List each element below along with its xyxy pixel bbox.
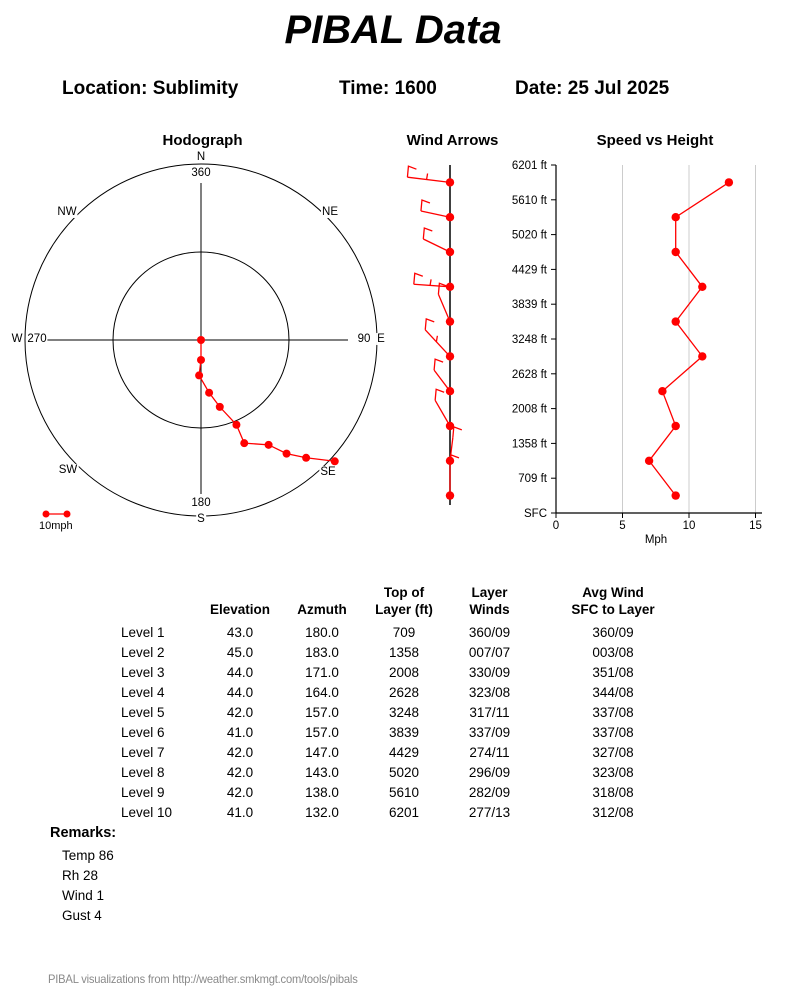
value-cell: 3839 — [388, 724, 420, 740]
y-tick-label: 2628 ft — [511, 368, 547, 381]
remark-item: Temp 86 — [62, 848, 114, 863]
value-cell: 007/07 — [468, 644, 511, 660]
y-tick-label: 2008 ft — [511, 403, 547, 416]
wind-barb-feather — [434, 359, 443, 370]
value-cell: 323/08 — [468, 684, 511, 700]
compass-label-w: W — [11, 332, 23, 345]
value-cell: 45.0 — [226, 644, 254, 660]
wind-barb-feather — [407, 166, 416, 177]
speed-point — [725, 178, 733, 186]
wind-level-point — [446, 352, 454, 360]
value-cell: 4429 — [388, 744, 420, 760]
x-tick-label: 10 — [682, 520, 696, 532]
compass-label-sw: SW — [58, 463, 78, 476]
remarks-list — [62, 846, 114, 926]
value-cell: 344/08 — [592, 684, 634, 700]
level-label-cell: Level 6 — [121, 724, 165, 740]
header-date: Date: 25 Jul 2025 — [515, 78, 670, 99]
wind-barb-shaft — [425, 330, 450, 357]
hodograph-point — [197, 356, 205, 364]
table-row — [121, 742, 691, 762]
speed-point — [672, 317, 680, 325]
wind-barb-feather — [438, 283, 447, 294]
header-location: Location: Sublimity — [62, 78, 239, 99]
header-row — [121, 584, 691, 601]
hodograph-point — [197, 336, 205, 344]
speed-point — [672, 248, 680, 256]
header-cell: Top of — [383, 585, 425, 600]
value-cell: 44.0 — [226, 664, 254, 680]
value-cell: 337/09 — [468, 724, 511, 740]
value-cell: 157.0 — [305, 704, 339, 720]
value-cell: 180.0 — [305, 624, 339, 640]
y-tick-label: 709 ft — [518, 473, 547, 486]
wind-level-point — [446, 317, 454, 325]
header-cell: Layer — [471, 585, 508, 600]
x-axis-label: Mph — [644, 534, 668, 546]
wind-arrows-chart — [395, 125, 510, 537]
table-row — [121, 662, 691, 682]
compass-label-nw: NW — [57, 205, 77, 218]
level-label-cell: Level 7 — [121, 744, 165, 760]
speed-point — [672, 491, 680, 499]
value-cell: 351/08 — [592, 664, 634, 680]
value-cell: 183.0 — [305, 644, 339, 660]
wind-barb-feather — [425, 319, 434, 330]
value-cell: 360/09 — [592, 624, 634, 640]
table-row — [121, 802, 691, 822]
value-cell: 330/09 — [468, 664, 511, 680]
level-label-cell: Level 10 — [121, 804, 173, 820]
level-label-cell: Level 2 — [121, 644, 165, 660]
levels-table-header — [121, 584, 691, 618]
wind-barb-shaft — [423, 239, 450, 252]
remark-item: Gust 4 — [62, 908, 102, 923]
value-cell: 003/08 — [592, 644, 634, 660]
compass-label-360: 360 — [191, 166, 211, 179]
speed-point — [698, 283, 706, 291]
wind-level-point — [446, 491, 454, 499]
value-cell: 147.0 — [305, 744, 339, 760]
compass-label-se: SE — [320, 465, 336, 478]
wind-barb-feather — [414, 273, 423, 284]
level-label-cell: Level 1 — [121, 624, 165, 640]
value-cell: 3248 — [388, 704, 420, 720]
hodograph-point — [240, 439, 248, 447]
value-cell: 41.0 — [226, 804, 254, 820]
speed-point — [698, 352, 706, 360]
compass-label-n: N — [196, 150, 206, 163]
level-label-cell: Level 3 — [121, 664, 165, 680]
level-label-cell: Level 5 — [121, 704, 165, 720]
wind-level-point — [446, 457, 454, 465]
value-cell: 317/11 — [469, 704, 510, 720]
x-tick-label: 5 — [619, 520, 626, 532]
hodograph-point — [205, 389, 213, 397]
header-cell: Azmuth — [297, 602, 347, 617]
remark-item: Wind 1 — [62, 888, 105, 903]
value-cell: 296/09 — [468, 764, 511, 780]
value-cell: 318/08 — [592, 784, 634, 800]
wind-level-point — [446, 248, 454, 256]
legend-dot — [43, 511, 50, 518]
value-cell: 42.0 — [226, 704, 254, 720]
hodograph-title: Hodograph — [162, 132, 243, 149]
wind-barb-feather — [453, 427, 462, 438]
wind-level-point — [446, 387, 454, 395]
compass-label-s: S — [197, 512, 205, 525]
value-cell: 323/08 — [592, 764, 634, 780]
value-cell: 1358 — [388, 644, 420, 660]
value-cell: 337/08 — [592, 724, 634, 740]
level-label-cell: Level 8 — [121, 764, 165, 780]
x-tick-label: 0 — [552, 520, 560, 532]
x-tick-label: 15 — [749, 520, 762, 532]
y-tick-label: SFC — [524, 508, 547, 520]
value-cell: 5610 — [388, 784, 420, 800]
hodograph-point — [195, 371, 203, 379]
wind-barb-shaft — [407, 177, 450, 182]
table-row — [121, 702, 691, 722]
value-cell: 312/08 — [592, 804, 634, 820]
legend-scale-label: 10mph — [39, 520, 73, 532]
value-cell: 42.0 — [226, 744, 254, 760]
compass-label-90: 90 — [357, 332, 371, 345]
table-row — [121, 722, 691, 742]
table-row — [121, 622, 691, 642]
value-cell: 2008 — [388, 664, 420, 680]
wind-barb-feather — [421, 200, 430, 211]
y-tick-label: 6201 ft — [511, 160, 547, 172]
value-cell: 132.0 — [305, 804, 339, 820]
wind-level-point — [446, 178, 454, 186]
speed-point — [645, 457, 653, 465]
value-cell: 41.0 — [226, 724, 254, 740]
header-cell: Winds — [469, 602, 510, 617]
y-tick-label: 5610 ft — [511, 194, 547, 207]
hodograph-point — [302, 454, 310, 462]
wind-level-point — [446, 213, 454, 221]
header-cell: SFC to Layer — [571, 602, 655, 617]
hodograph-point — [331, 457, 339, 465]
table-row — [121, 682, 691, 702]
header-cell: Layer (ft) — [375, 602, 433, 617]
compass-label-ne: NE — [322, 205, 338, 218]
value-cell: 360/09 — [468, 624, 511, 640]
hodograph-point — [216, 403, 224, 411]
value-cell: 5020 — [388, 764, 420, 780]
speed-point — [672, 213, 680, 221]
wind-barb-feather — [435, 389, 444, 400]
compass-label-270: 270 — [27, 332, 47, 345]
level-label-cell: Level 4 — [121, 684, 165, 700]
value-cell: 2628 — [388, 684, 420, 700]
table-row — [121, 782, 691, 802]
value-cell: 43.0 — [226, 624, 254, 640]
wind-barb-half-feather — [430, 279, 431, 285]
table-row — [121, 762, 691, 782]
header-cell: Avg Wind — [582, 585, 644, 600]
value-cell: 274/11 — [469, 744, 510, 760]
y-tick-label: 1358 ft — [511, 438, 547, 451]
wind-barb-shaft — [435, 400, 450, 426]
value-cell: 164.0 — [305, 684, 339, 700]
y-tick-label: 3248 ft — [511, 334, 547, 346]
wind-barb-half-feather — [436, 336, 437, 342]
page-title: PIBAL Data — [284, 8, 502, 52]
hodograph-point — [232, 421, 240, 429]
remarks-label: Remarks: — [50, 825, 117, 841]
y-tick-label: 4429 ft — [511, 264, 547, 277]
value-cell: 171.0 — [305, 664, 339, 680]
value-cell: 143.0 — [305, 764, 339, 780]
value-cell: 157.0 — [305, 724, 339, 740]
value-cell: 6201 — [388, 804, 420, 820]
speed-vs-height-chart — [510, 125, 800, 546]
value-cell: 709 — [392, 624, 416, 640]
y-tick-label: 3839 ft — [511, 299, 547, 312]
value-cell: 138.0 — [305, 784, 339, 800]
footer-credit: PIBAL visualizations from http://weather.smkmgt.com/tools/pibals — [48, 972, 358, 986]
levels-table-body — [121, 622, 691, 822]
value-cell: 327/08 — [592, 744, 634, 760]
speed-point — [672, 422, 680, 430]
hodograph-point — [265, 441, 273, 449]
value-cell: 282/09 — [468, 784, 511, 800]
legend-dot — [64, 511, 71, 518]
wind-barb-half-feather — [427, 174, 428, 180]
value-cell: 42.0 — [226, 784, 254, 800]
compass-label-e: E — [377, 332, 385, 345]
level-label-cell: Level 9 — [121, 784, 165, 800]
wind-level-point — [446, 283, 454, 291]
value-cell: 44.0 — [226, 684, 254, 700]
levels-table — [121, 584, 691, 822]
value-cell: 42.0 — [226, 764, 254, 780]
wind-level-point — [446, 422, 454, 430]
wind-barb-feather — [423, 228, 432, 239]
header-time: Time: 1600 — [339, 78, 437, 99]
remark-item: Rh 28 — [62, 868, 99, 883]
header-row — [121, 601, 691, 618]
wind-arrows-title: Wind Arrows — [406, 132, 499, 149]
y-tick-label: 5020 ft — [511, 229, 547, 242]
wind-barb-shaft — [421, 211, 450, 217]
table-row — [121, 642, 691, 662]
value-cell: 337/08 — [592, 704, 634, 720]
value-cell: 277/13 — [468, 804, 511, 820]
compass-label-180: 180 — [191, 496, 211, 509]
speed-point — [658, 387, 666, 395]
wind-barb-shaft — [438, 294, 450, 321]
hodograph-point — [283, 450, 291, 458]
speed-vs-height-title: Speed vs Height — [596, 132, 714, 149]
header-cell: Elevation — [209, 602, 271, 617]
